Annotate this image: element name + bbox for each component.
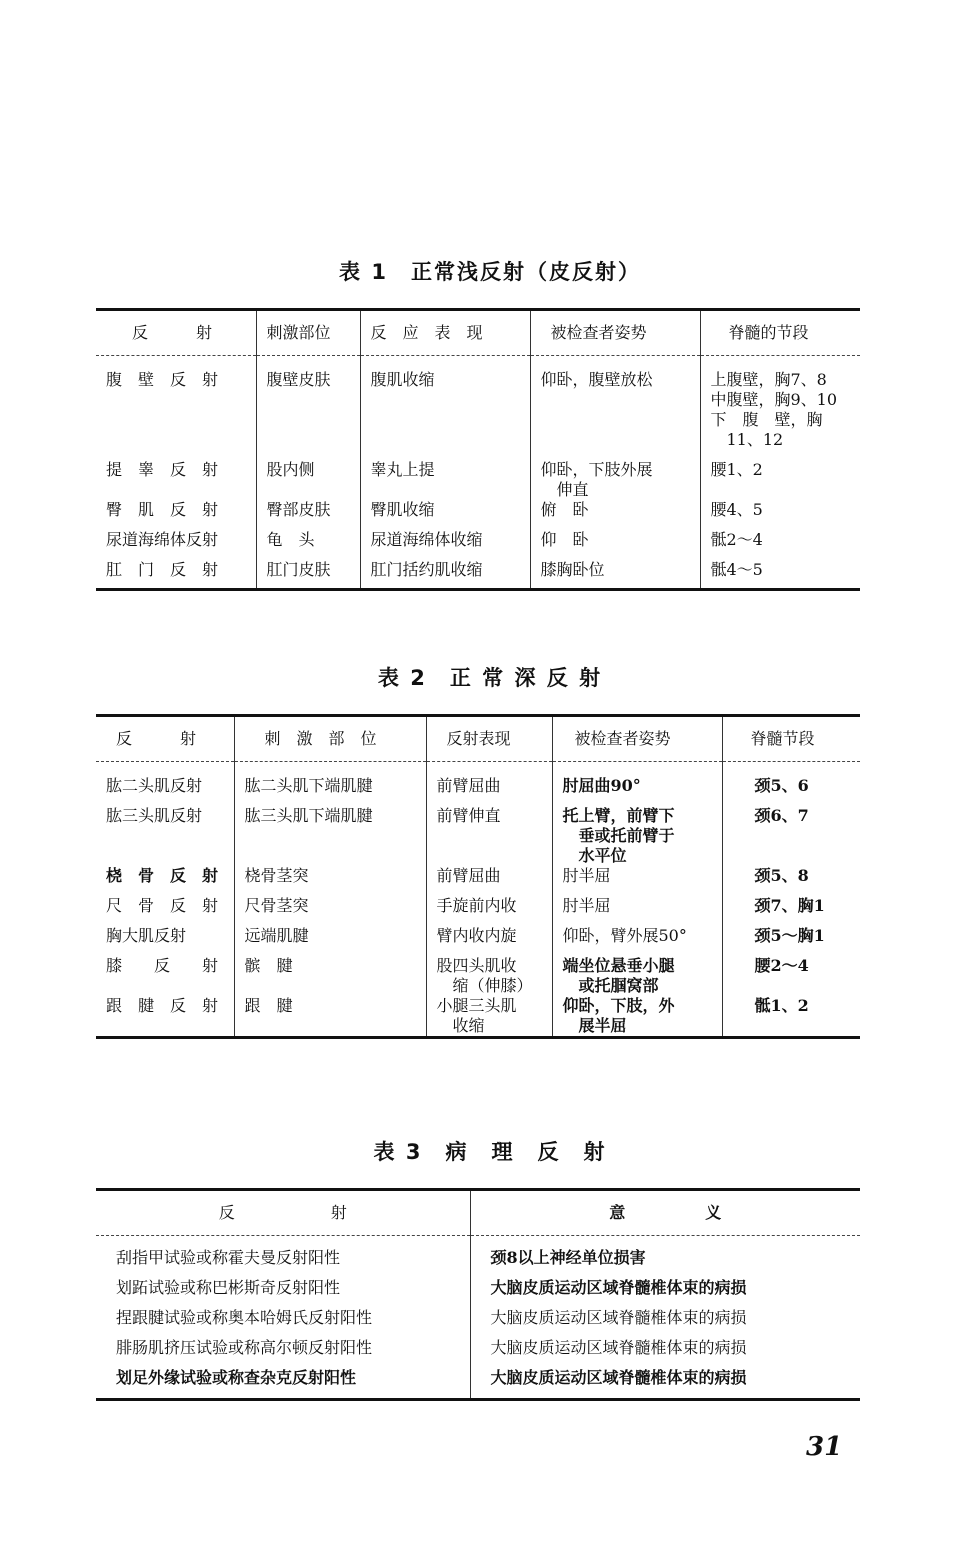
- table-cell: 肱三头肌下端肌腱: [234, 806, 426, 866]
- table2-header-row: [96, 716, 860, 762]
- table2-header-response: 反射表现: [426, 716, 552, 762]
- table-cell: 颈6、7: [722, 806, 860, 866]
- table2-header-segment: 脊髓节段: [722, 716, 860, 762]
- table2-header-reflex: 反 射: [96, 716, 234, 762]
- table-cell: 胸大肌反射: [106, 926, 187, 945]
- table-cell: 股四头肌收 缩（伸膝）: [426, 956, 552, 996]
- table-row: [96, 926, 860, 956]
- table-cell: 手旋前内收: [426, 896, 552, 926]
- table-row: [96, 866, 860, 896]
- table-cell: 前臂屈曲: [426, 866, 552, 896]
- table-cell: 尿道海绵体收缩: [360, 530, 530, 560]
- table-cell: 尿道海绵体反射: [106, 530, 219, 549]
- table3-header-meaning: 意 义: [470, 1190, 860, 1236]
- table-row: [96, 806, 860, 866]
- table3-pathological-reflexes: [96, 1188, 860, 1401]
- table-cell: 尺 骨 反 射: [106, 896, 219, 915]
- table-cell: 托上臂，前臂下 垂或托前臂于 水平位: [552, 806, 722, 866]
- table-cell: 骶4～5: [700, 560, 860, 590]
- table-cell: 前臂伸直: [426, 806, 552, 866]
- table-cell: 腹肌收缩: [360, 356, 530, 461]
- table-row: [96, 1236, 860, 1275]
- table2-caption: 表 2 正 常 深 反 射: [377, 666, 603, 690]
- table-cell: 尺骨茎突: [234, 896, 426, 926]
- table-cell: 股内侧: [256, 460, 360, 500]
- table-cell: 肘半屈: [552, 866, 722, 896]
- table-cell: 臀部皮肤: [256, 500, 360, 530]
- table-cell: 腓肠肌挤压试验或称高尔顿反射阳性: [116, 1338, 373, 1357]
- table-row: [96, 1274, 860, 1304]
- table-cell: 远端肌腱: [234, 926, 426, 956]
- table-cell: 颈7、胸1: [722, 896, 860, 926]
- table-cell: 腰4、5: [700, 500, 860, 530]
- table-cell: 上腹壁，胸7、8 中腹壁，胸9、10 下 腹 壁，胸 11、12: [700, 356, 860, 461]
- table-cell: 腹壁皮肤: [256, 356, 360, 461]
- table-cell: 肘屈曲90°: [552, 762, 722, 807]
- table-cell: 臂内收内旋: [426, 926, 552, 956]
- table-cell: 小腿三头肌 收缩: [426, 996, 552, 1038]
- table3-caption: 表 3 病 理 反 射: [373, 1140, 607, 1164]
- table-cell: 骶2～4: [700, 530, 860, 560]
- table-row: [96, 460, 860, 500]
- table-cell: 颈5、8: [722, 866, 860, 896]
- table-cell: 龟 头: [256, 530, 360, 560]
- table-cell: 俯 卧: [530, 500, 700, 530]
- table-cell: 划跖试验或称巴彬斯奇反射阳性: [116, 1278, 341, 1297]
- table-cell: 大脑皮质运动区域脊髓椎体束的病损: [470, 1364, 860, 1400]
- table-cell: 颈8以上神经单位损害: [470, 1236, 860, 1275]
- table-cell: 提 睾 反 射: [106, 460, 219, 479]
- table-row: [96, 896, 860, 926]
- table1-header-reflex: 反 射: [96, 310, 256, 356]
- table-cell: 跟 腱 反 射: [106, 996, 219, 1015]
- table-cell: 跟 腱: [234, 996, 426, 1038]
- table-row: [96, 762, 860, 807]
- table3-header-reflex: 反 射: [96, 1190, 470, 1236]
- table1-header-response: 反 应 表 现: [360, 310, 530, 356]
- table-cell: 肱二头肌反射: [106, 776, 203, 795]
- table-cell: 臀 肌 反 射: [106, 500, 219, 519]
- table-cell: 腰1、2: [700, 460, 860, 500]
- table-cell: 仰卧，腹壁放松: [530, 356, 700, 461]
- table2-header-posture: 被检查者姿势: [552, 716, 722, 762]
- table-row: [96, 500, 860, 530]
- table-cell: 颈5、6: [722, 762, 860, 807]
- table1-header-posture: 被检查者姿势: [530, 310, 700, 356]
- table-cell: 仰 卧: [530, 530, 700, 560]
- table-row: [96, 1334, 860, 1364]
- table-cell: 睾丸上提: [360, 460, 530, 500]
- table-cell: 仰卧，臂外展50°: [552, 926, 722, 956]
- table-cell: 刮指甲试验或称霍夫曼反射阳性: [116, 1248, 341, 1267]
- table-cell: 肛门皮肤: [256, 560, 360, 590]
- table-cell: 大脑皮质运动区域脊髓椎体束的病损: [470, 1334, 860, 1364]
- table-row: [96, 356, 860, 461]
- table1-header-stimulus: 刺激部位: [256, 310, 360, 356]
- table1-header-row: [96, 310, 860, 356]
- table-cell: 桡骨茎突: [234, 866, 426, 896]
- table-cell: 髌 腱: [234, 956, 426, 996]
- table1-superficial-reflexes: [96, 308, 860, 591]
- table-cell: 端坐位悬垂小腿 或托腘窝部: [552, 956, 722, 996]
- table-cell: 划足外缘试验或称查杂克反射阳性: [116, 1368, 357, 1387]
- table-row: [96, 996, 860, 1038]
- table-cell: 桡 骨 反 射: [106, 866, 219, 885]
- table-cell: 臀肌收缩: [360, 500, 530, 530]
- table-row: [96, 560, 860, 590]
- table-row: [96, 1364, 860, 1400]
- page-number: 31: [806, 1432, 843, 1462]
- table-cell: 捏跟腱试验或称奥本哈姆氏反射阳性: [116, 1308, 373, 1327]
- table1-header-segment: 脊髓的节段: [700, 310, 860, 356]
- table-cell: 大脑皮质运动区域脊髓椎体束的病损: [470, 1274, 860, 1304]
- table-cell: 大脑皮质运动区域脊髓椎体束的病损: [470, 1304, 860, 1334]
- table-cell: 仰卧，下肢外展 伸直: [530, 460, 700, 500]
- table-row: [96, 530, 860, 560]
- table-cell: 膝胸卧位: [530, 560, 700, 590]
- table-row: [96, 956, 860, 996]
- table-cell: 颈5～胸1: [722, 926, 860, 956]
- table-cell: 腰2～4: [722, 956, 860, 996]
- table2-deep-reflexes: [96, 714, 860, 1039]
- table-cell: 肱三头肌反射: [106, 806, 203, 825]
- table-cell: 腹 壁 反 射: [106, 370, 219, 389]
- table-cell: 肛 门 反 射: [106, 560, 219, 579]
- table-row: [96, 1304, 860, 1334]
- table-cell: 肘半屈: [552, 896, 722, 926]
- table1-caption: 表 1 正常浅反射（皮反射）: [339, 260, 641, 284]
- table-cell: 前臂屈曲: [426, 762, 552, 807]
- table-cell: 肱二头肌下端肌腱: [234, 762, 426, 807]
- table2-header-stimulus: 刺 激 部 位: [234, 716, 426, 762]
- table-cell: 仰卧，下肢，外 展半屈: [552, 996, 722, 1038]
- table-cell: 肛门括约肌收缩: [360, 560, 530, 590]
- table-cell: 骶1、2: [722, 996, 860, 1038]
- table3-header-row: [96, 1190, 860, 1236]
- table-cell: 膝 反 射: [106, 956, 219, 975]
